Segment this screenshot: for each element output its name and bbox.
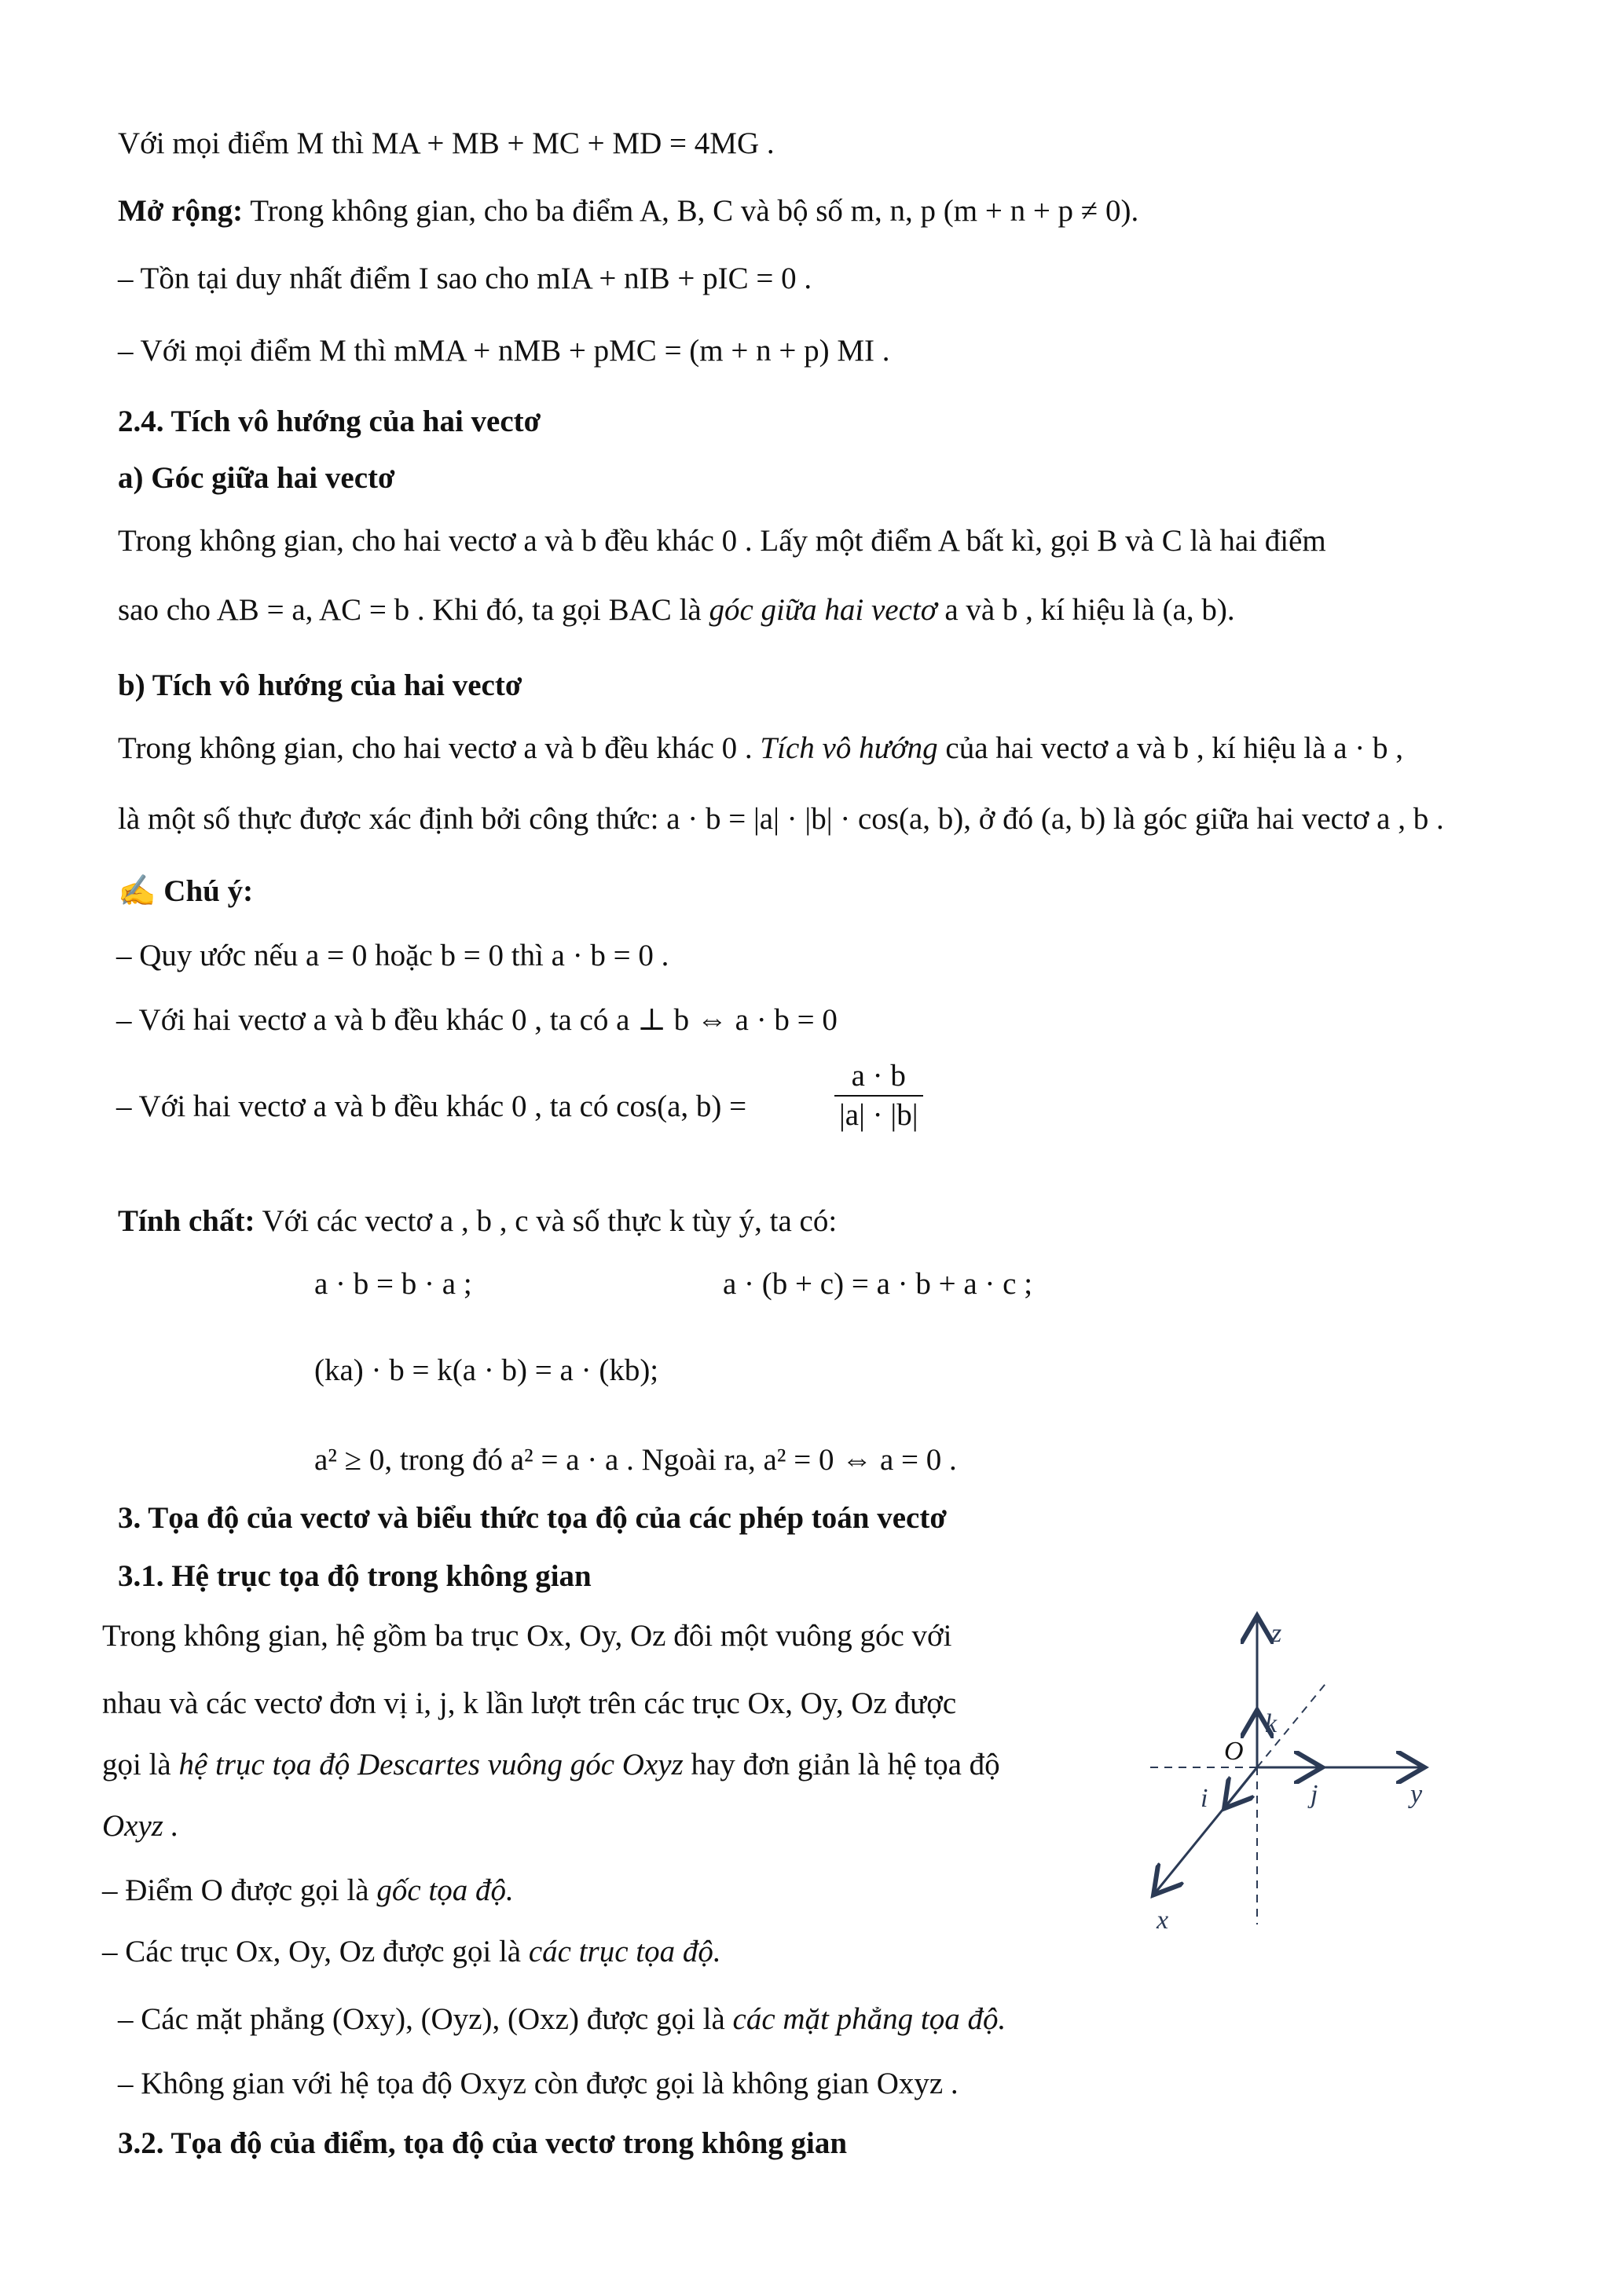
text-span: Với các vectơ a , b , c và số thực k tùy ý, ta có: xyxy=(255,1204,838,1238)
bold-label: Mở rộng: xyxy=(118,194,244,228)
text-line xyxy=(102,1932,721,1972)
property-line: (ka) · b = k(a · b) = a · (kb); xyxy=(314,1353,659,1387)
text-span: sao cho AB = a, AC = b . Khi đó, ta gọi BAC là xyxy=(118,593,709,627)
text-line xyxy=(102,1871,514,1910)
section-heading: 3.2. Tọa độ của điểm, tọa độ của vectơ trong không gian xyxy=(118,2126,848,2160)
subsection-heading: b) Tích vô hướng của hai vectơ xyxy=(118,668,522,702)
text-line: là một số thực được xác định bởi công thức: a · b = |a| · |b| · cos(a, b), ở đó (a, b) là góc giữa hai vectơ a , b . xyxy=(118,802,1444,836)
text-line: – Với hai vectơ a và b đều khác 0 , ta có cos(a, b) = xyxy=(116,1089,747,1123)
i-label: i xyxy=(1201,1784,1208,1813)
y-label: y xyxy=(1410,1780,1423,1809)
text-line: – Với mọi điểm M thì mMA + nMB + pMC = (m + n + p) MI . xyxy=(118,334,890,368)
text-line xyxy=(118,2000,1006,2039)
text-line: – Không gian với hệ tọa độ Oxyz còn được gọi là không gian Oxyz . xyxy=(118,2067,959,2100)
k-label: k xyxy=(1265,1709,1278,1738)
italic-term: gốc tọa độ. xyxy=(376,1873,514,1907)
italic-term: các trục tọa độ. xyxy=(528,1935,721,1968)
text-line: Oxyz . xyxy=(102,1809,179,1843)
text-span: – Điểm O được gọi là xyxy=(102,1873,377,1907)
j-label: j xyxy=(1311,1780,1318,1809)
italic-term: hệ trục tọa độ Descartes vuông góc Oxyz xyxy=(178,1748,684,1782)
text-span: của hai vectơ a và b , kí hiệu là a · b , xyxy=(937,731,1404,765)
origin-label: O xyxy=(1224,1737,1244,1766)
fraction-denominator: |a| · |b| xyxy=(839,1098,918,1132)
text-span: hay đơn giản là hệ tọa độ xyxy=(683,1748,1000,1782)
italic-term: góc giữa hai vectơ xyxy=(709,593,937,627)
section-heading: 2.4. Tích vô hướng của hai vectơ xyxy=(118,405,541,438)
italic-term: Tích vô hướng xyxy=(760,731,938,765)
text-line xyxy=(118,192,1138,231)
text-line: Trong không gian, cho hai vectơ a và b đều khác 0 . Lấy một điểm A bất kì, gọi B và C là hai điểm xyxy=(118,524,1326,558)
text-line: nhau và các vectơ đơn vị i, j, k lần lượt trên các trục Ox, Oy, Oz được xyxy=(102,1686,957,1720)
note-heading: ✍ Chú ý: xyxy=(118,874,254,908)
property-line: a² ≥ 0, trong đó a² = a · a . Ngoài ra, a² = 0 ⇔ a = 0 . xyxy=(314,1443,957,1477)
text-span: – Các mặt phẳng (Oxy), (Oyz), (Oxz) được gọi là xyxy=(118,2002,733,2036)
vector-i xyxy=(1226,1767,1257,1807)
text-line xyxy=(102,1745,1000,1785)
text-span: Trong không gian, cho ba điểm A, B, C và bộ số m, n, p (m + n + p ≠ 0). xyxy=(243,194,1139,228)
italic-term: các mặt phẳng tọa độ. xyxy=(732,2002,1006,2036)
section-heading: 3. Tọa độ của vectơ và biểu thức tọa độ của các phép toán vectơ xyxy=(118,1501,947,1535)
x-label: x xyxy=(1157,1906,1169,1935)
text-line: – Quy ước nếu a = 0 hoặc b = 0 thì a · b = 0 . xyxy=(116,939,669,972)
text-line: Trong không gian, hệ gồm ba trục Ox, Oy, Oz đôi một vuông góc với xyxy=(102,1619,952,1653)
text-line xyxy=(118,591,1235,630)
text-span: – Các trục Ox, Oy, Oz được gọi là xyxy=(102,1935,529,1968)
fraction-numerator: a · b xyxy=(834,1057,923,1097)
text-line: – Tồn tại duy nhất điểm I sao cho mIA + nIB + pIC = 0 . xyxy=(118,262,812,295)
subsection-heading: a) Góc giữa hai vectơ xyxy=(118,461,395,495)
text-line xyxy=(118,1202,837,1241)
fraction xyxy=(834,1057,923,1134)
text-line xyxy=(118,729,1403,768)
text-span: Trong không gian, cho hai vectơ a và b đều khác 0 . xyxy=(118,731,761,765)
text-line: – Với hai vectơ a và b đều khác 0 , ta có a ⊥ b ⇔ a · b = 0 xyxy=(116,1003,838,1037)
text-span: a và b , kí hiệu là (a, b). xyxy=(937,593,1235,627)
z-label: z xyxy=(1271,1619,1282,1648)
property-line: a · (b + c) = a · b + a · c ; xyxy=(723,1267,1033,1301)
property-line: a · b = b · a ; xyxy=(314,1267,472,1301)
coordinate-axes-diagram xyxy=(1139,1610,1454,1940)
bold-label: Tính chất: xyxy=(118,1204,255,1238)
text-line: Với mọi điểm M thì MA + MB + MC + MD = 4MG . xyxy=(118,126,775,160)
text-span: gọi là xyxy=(102,1748,179,1782)
subsection-heading: 3.1. Hệ trục tọa độ trong không gian xyxy=(118,1559,592,1593)
